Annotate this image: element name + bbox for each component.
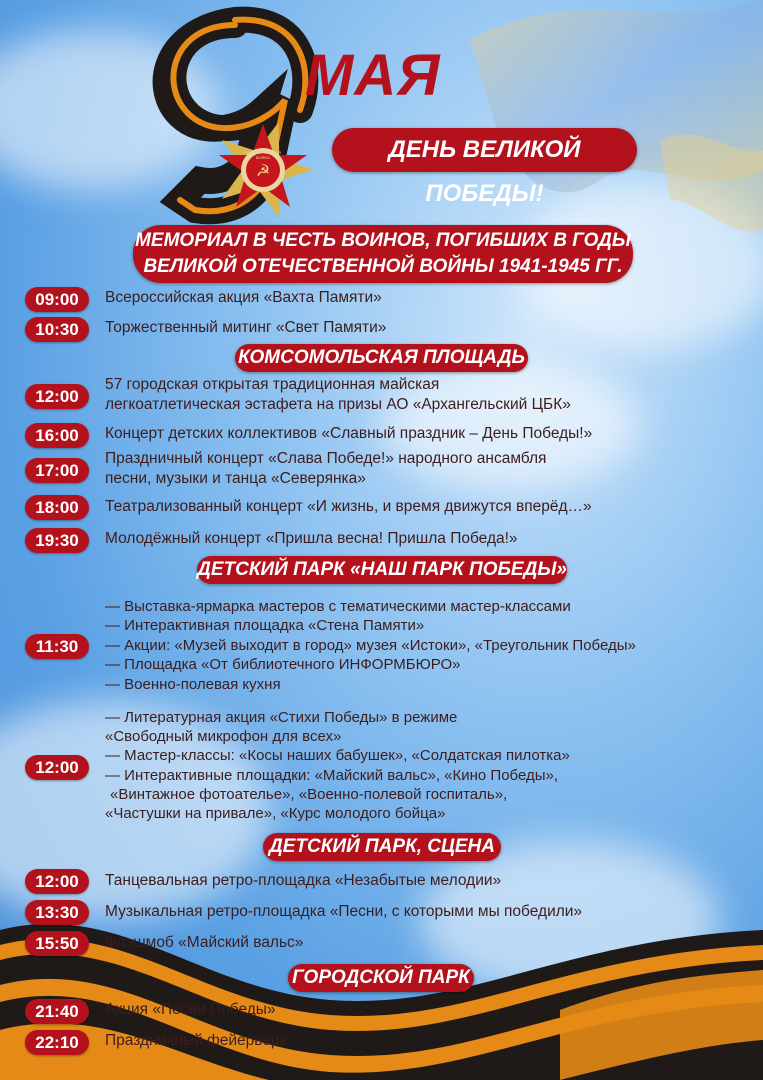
memorial-title-line2: ВЕЛИКОЙ ОТЕЧЕСТВЕННОЙ ВОЙНЫ 1941-1945 ГГ. xyxy=(143,256,623,277)
list-item: — Выставка-ярмарка мастеров с тематическими мастер-классами xyxy=(105,598,571,615)
time-badge: 21:40 xyxy=(25,999,89,1024)
memorial-section-header xyxy=(133,225,633,283)
list-item: — Интерактивная площадка «Стена Памяти» xyxy=(105,617,425,634)
event-text: Театрализованный концерт «И жизнь, и время движутся вперёд…» xyxy=(105,498,592,515)
list-item: — Литературная акция «Стихи Победы» в режиме xyxy=(105,709,458,726)
time-badge: 17:00 xyxy=(25,458,89,483)
list-item: — Мастер-классы: «Косы наших бабушек», «Солдатская пилотка» xyxy=(105,747,570,764)
time-badge: 12:00 xyxy=(25,869,89,894)
event-text: Музыкальная ретро-площадка «Песни, с которыми мы победили» xyxy=(105,903,583,920)
list-item: «Частушки на привале», «Курс молодого бойца» xyxy=(105,805,446,822)
time-badge: 19:30 xyxy=(25,528,89,553)
event-text: Праздничный концерт «Слава Победе!» народного ансамбля xyxy=(105,450,547,467)
time-badge: 22:10 xyxy=(25,1030,89,1055)
time-badge: 10:30 xyxy=(25,317,89,342)
time-badge: 13:30 xyxy=(25,900,89,925)
event-text: Акция «Песни Победы» xyxy=(105,1001,276,1018)
event-text: легкоатлетическая эстафета на призы АО «Архангельский ЦБК» xyxy=(105,396,571,413)
memorial-title-line1: МЕМОРИАЛ В ЧЕСТЬ ВОИНОВ, ПОГИБШИХ В ГОДЫ xyxy=(135,230,631,251)
event-text: Молодёжный концерт «Пришла весна! Пришла Победа!» xyxy=(105,530,518,547)
list-item: — Интерактивные площадки: «Майский вальс», «Кино Победы», xyxy=(105,767,559,784)
kids-park-section-header: ДЕТСКИЙ ПАРК «НАШ ПАРК ПОБЕДЫ» xyxy=(197,556,567,584)
time-badge: 09:00 xyxy=(25,287,89,312)
event-text: Праздничный фейерверк xyxy=(105,1032,287,1049)
event-text: Торжественный митинг «Свет Памяти» xyxy=(105,319,387,336)
list-item: — Военно-полевая кухня xyxy=(105,676,281,693)
event-text: Концерт детских коллективов «Славный праздник – День Победы!» xyxy=(105,425,593,442)
event-text: песни, музыки и танца «Северянка» xyxy=(105,470,366,487)
list-item: «Свободный микрофон для всех» xyxy=(105,728,342,745)
victory-day-banner: ДЕНЬ ВЕЛИКОЙ ПОБЕДЫ! xyxy=(332,128,637,172)
komsomol-section-header: КОМСОМОЛЬСКАЯ ПЛОЩАДЬ xyxy=(235,344,528,372)
list-item: — Акции: «Музей выходит в город» музея «Истоки», «Треугольник Победы» xyxy=(105,637,636,654)
time-badge: 16:00 xyxy=(25,423,89,448)
svg-text:☭: ☭ xyxy=(255,161,271,180)
event-text: Танцевальная ретро-площадка «Незабытые мелодии» xyxy=(105,872,502,889)
time-badge: 18:00 xyxy=(25,495,89,520)
list-item: «Винтажное фотоателье», «Военно-полевой госпиталь», xyxy=(110,786,508,803)
city-park-section-header: ГОРОДСКОЙ ПАРК xyxy=(288,964,474,992)
day-number xyxy=(0,0,1,1)
event-text: 57 городская открытая традиционная майская xyxy=(105,376,440,393)
time-badge: 11:30 xyxy=(25,634,89,659)
time-badge: 12:00 xyxy=(25,755,89,780)
medal-text: ОТЕЧЕСТВЕННАЯ ВОЙНА xyxy=(245,150,281,160)
time-badge: 12:00 xyxy=(25,384,89,409)
list-item: — Площадка «От библиотечного ИНФОРМБЮРО» xyxy=(105,656,461,673)
event-text: Флэшмоб «Майский вальс» xyxy=(105,934,304,951)
time-badge: 15:50 xyxy=(25,931,89,956)
event-text: Всероссийская акция «Вахта Памяти» xyxy=(105,289,382,306)
month-title: МАЯ xyxy=(305,43,441,108)
kids-stage-section-header: ДЕТСКИЙ ПАРК, СЦЕНА xyxy=(263,833,501,861)
